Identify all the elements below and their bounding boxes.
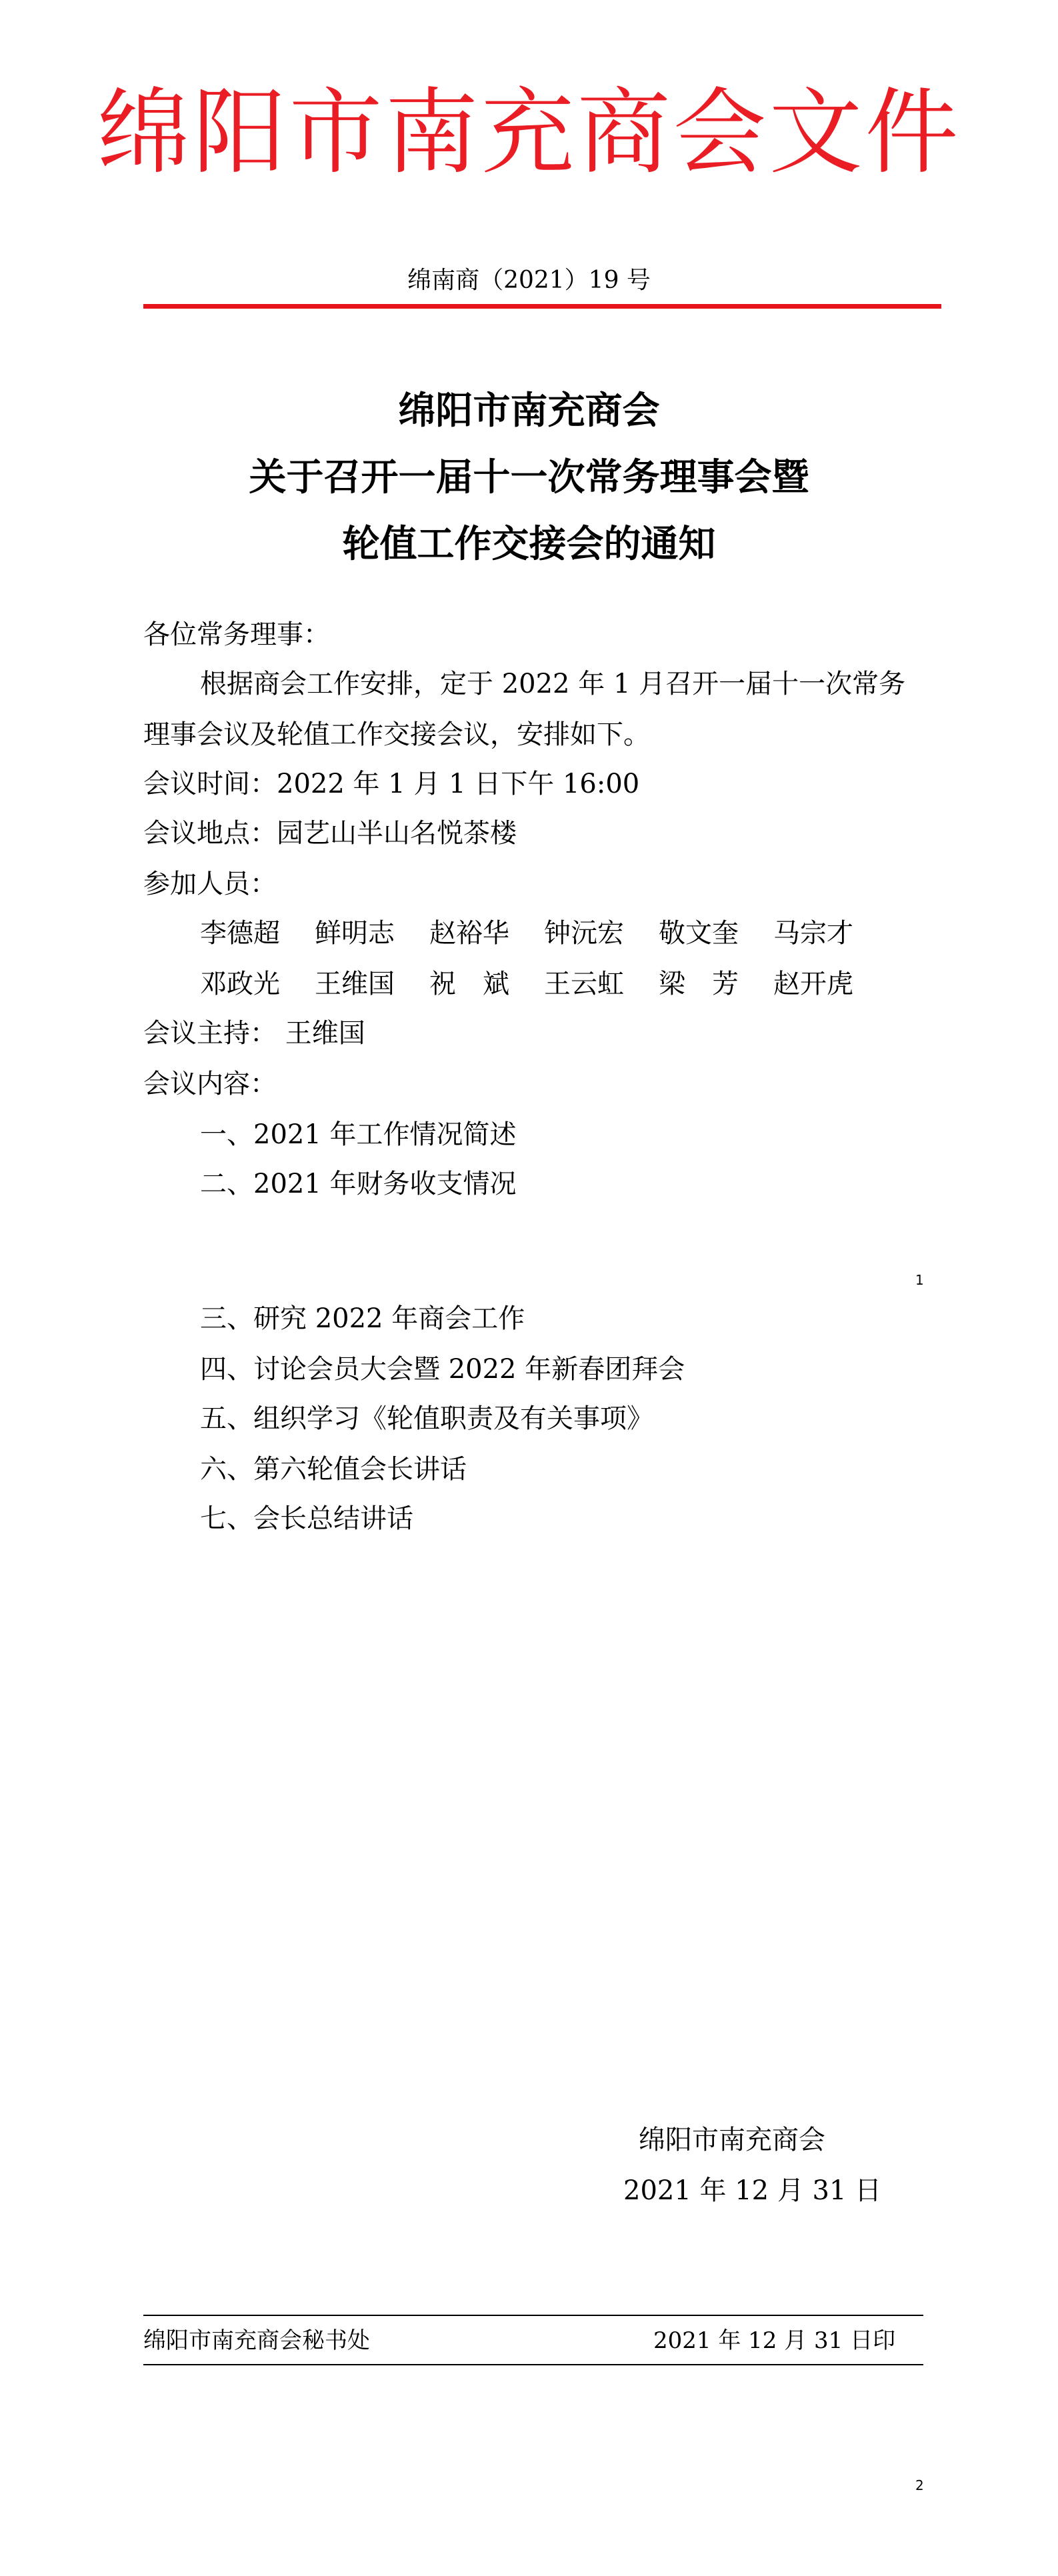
attendee-name: 王云虹	[544, 969, 624, 999]
document-number: 绵南商（2021）19 号	[407, 267, 651, 294]
attendee-name: 王维国	[315, 969, 395, 999]
attendee-name: 祝 斌	[429, 969, 509, 999]
attendee-name: 李德超	[200, 918, 280, 949]
footer-top-rule	[143, 2315, 923, 2316]
agenda-item: 四、讨论会员大会暨 2022 年新春团拜会	[200, 1354, 685, 1385]
agenda-item: 五、组织学习《轮值职责及有关事项》	[200, 1403, 653, 1434]
attendee-name: 敬文奎	[659, 918, 739, 949]
meeting-content-label: 会议内容：	[143, 1069, 277, 1099]
attendee-name: 钟沅宏	[544, 918, 624, 949]
notice-title-line-1: 绵阳市南充商会	[398, 389, 660, 433]
agenda-item: 一、2021 年工作情况简述	[200, 1119, 517, 1150]
meeting-time: 会议时间：2022 年 1 月 1 日下午 16:00	[143, 769, 640, 799]
attendees-row-1	[200, 920, 888, 947]
notice-title-line-3: 轮值工作交接会的通知	[342, 522, 716, 566]
footer-bottom-rule	[143, 2364, 923, 2365]
agenda-item: 七、会长总结讲话	[200, 1503, 413, 1534]
attendee-name: 梁 芳	[659, 969, 739, 999]
intro-line-1: 根据商会工作安排，定于 2022 年 1 月召开一届十一次常务	[200, 669, 906, 699]
footer-issuer: 绵阳市南充商会秘书处	[143, 2327, 370, 2354]
signature-organization: 绵阳市南充商会	[639, 2125, 825, 2155]
intro-line-2: 理事会议及轮值工作交接会议，安排如下。	[143, 719, 650, 750]
attendee-name: 马宗才	[773, 918, 853, 949]
meeting-host: 会议主持： 王维国	[143, 1018, 365, 1049]
page-number-1: 1	[915, 1272, 924, 1288]
attendee-name: 鲜明志	[315, 918, 395, 949]
attendee-name: 赵裕华	[429, 918, 509, 949]
page-number-2: 2	[915, 2477, 924, 2493]
agenda-item: 三、研究 2022 年商会工作	[200, 1303, 525, 1334]
agenda-item: 六、第六轮值会长讲话	[200, 1454, 467, 1485]
header-red-divider	[143, 304, 941, 309]
footer-print-date: 2021 年 12 月 31 日印	[653, 2327, 896, 2354]
agenda-item: 二、2021 年财务收支情况	[200, 1169, 517, 1199]
signature-date: 2021 年 12 月 31 日	[623, 2175, 882, 2206]
notice-title-line-2: 关于召开一届十一次常务理事会暨	[249, 455, 809, 499]
attendees-row-2	[200, 971, 888, 997]
document-header-title: 绵阳市南充商会文件	[97, 79, 961, 187]
attendee-name: 邓政光	[200, 969, 280, 999]
attendees-label: 参加人员：	[143, 869, 277, 899]
salutation: 各位常务理事：	[143, 619, 330, 650]
attendee-name: 赵开虎	[773, 969, 853, 999]
meeting-place: 会议地点：园艺山半山名悦茶楼	[143, 818, 517, 849]
